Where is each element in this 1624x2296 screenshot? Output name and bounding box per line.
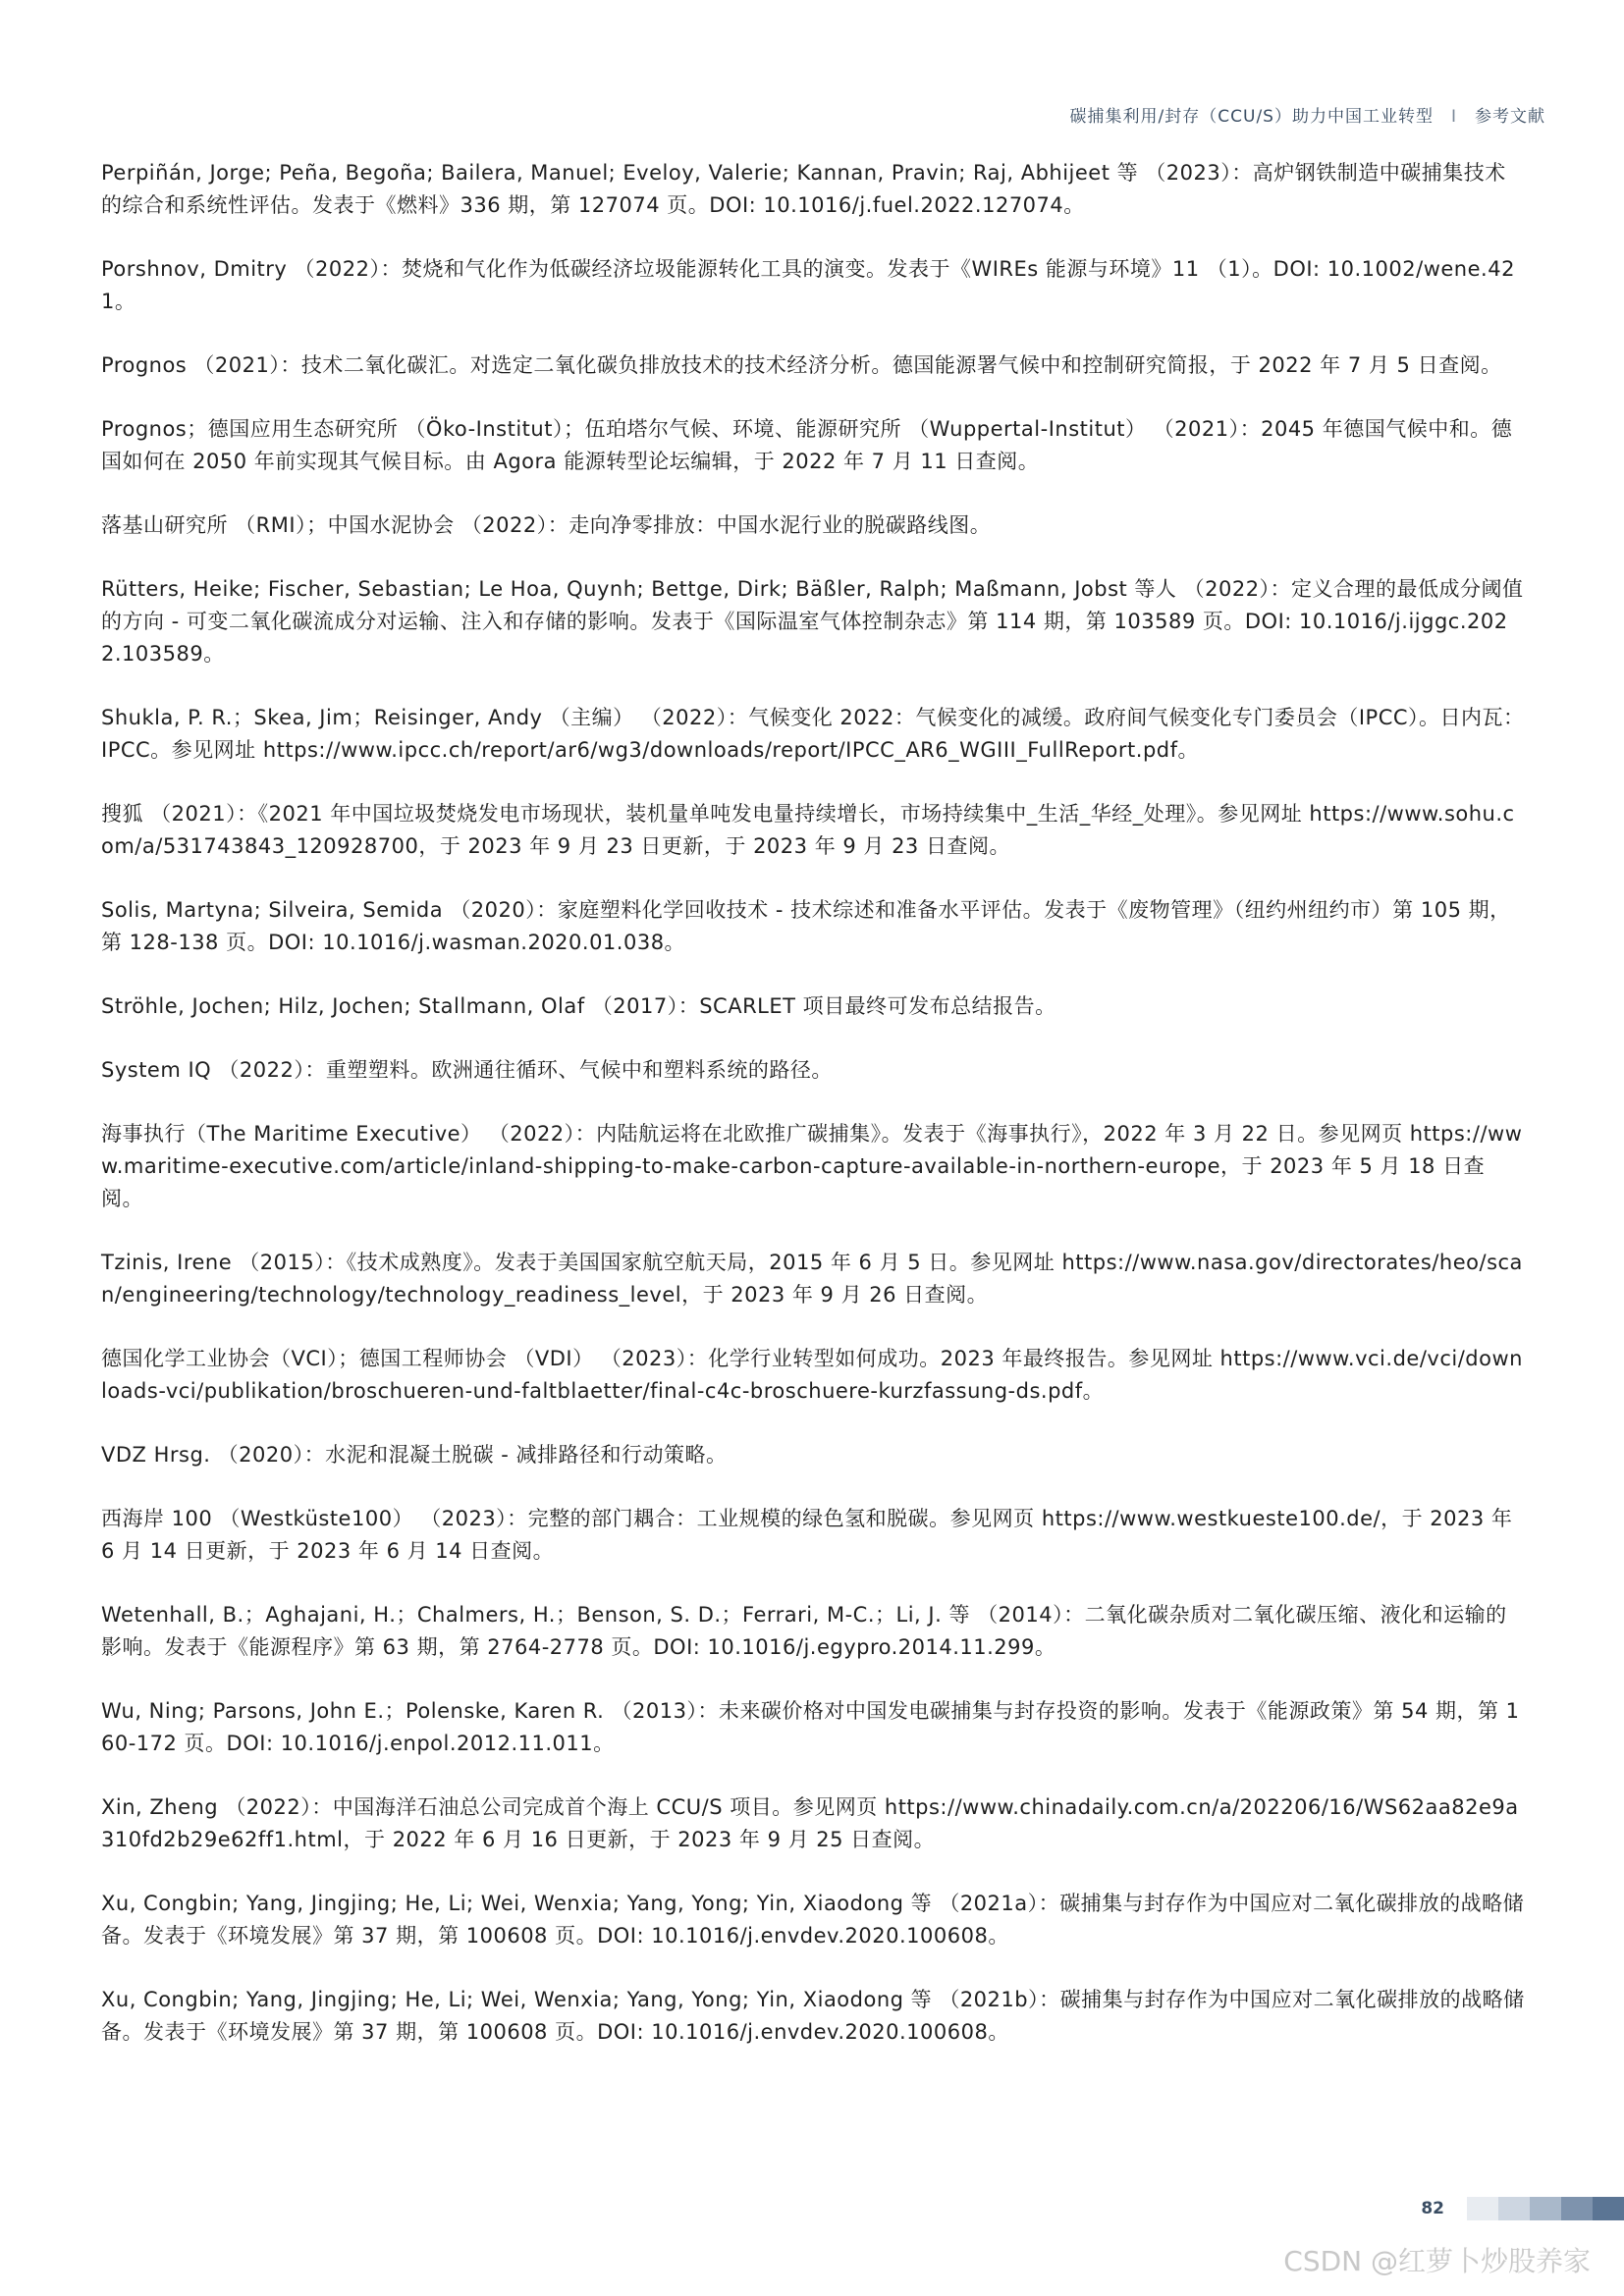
reference-item: System IQ （2022）：重塑塑料。欧洲通往循环、气候中和塑料系统的路径。	[101, 1058, 833, 1082]
reference-item: 落基山研究所 （RMI）；中国水泥协会 （2022）：走向净零排放：中国水泥行业的脱碳路线图。	[101, 513, 992, 537]
reference-item: Solis, Martyna; Silveira, Semida （2020）：家庭塑料化学回收技术 - 技术综述和准备水平评估。发表于《废物管理》（纽约州纽约市）第 105 期，第 128-138 页。DOI: 10.1016/j.wasman.2020.01.038。	[101, 898, 1511, 954]
reference-item: 西海岸 100 （Westküste100） （2023）：完整的部门耦合：工业规模的绿色氢和脱碳。参见网页 https://www.westkueste100.de/，于 2023 年 6 月 14 日更新，于 2023 年 6 月 14 日查阅。	[101, 1507, 1513, 1563]
reference-item: Ströhle, Jochen; Hilz, Jochen; Stallmann, Olaf （2017）：SCARLET 项目最终可发布总结报告。	[101, 994, 1056, 1018]
reference-item: Porshnov, Dmitry （2022）：焚烧和气化作为低碳经济垃圾能源转化工具的演变。发表于《WIREs 能源与环境》11 （1）。DOI: 10.1002/wene.421。	[101, 257, 1515, 313]
reference-item: Rütters, Heike; Fischer, Sebastian; Le Hoa, Quynh; Bettge, Dirk; Bäßler, Ralph; Maßmann, Jobst 等人 （2022）：定义合理的最低成分阈值的方向 - 可变二氧化碳流成分对运输、注入和存储的影响。发表于《国际温室气体控制杂志》第 114 期，第 103589 页。DOI: 10.1016/j.ijggc.2022.103589。	[101, 577, 1524, 666]
header-separator: I	[1450, 107, 1457, 127]
footer-bar-segment	[1498, 2197, 1530, 2220]
reference-item: VDZ Hrsg. （2020）：水泥和混凝土脱碳 - 减排路径和行动策略。	[101, 1443, 728, 1467]
footer-bar-segment	[1593, 2197, 1624, 2220]
watermark: CSDN @红萝卜炒股养家	[1283, 2245, 1591, 2277]
footer-bar-segment	[1467, 2197, 1498, 2220]
reference-item: Xu, Congbin; Yang, Jingjing; He, Li; Wei, Wenxia; Yang, Yong; Yin, Xiaodong 等 （2021a）：碳捕集与封存作为中国应对二氧化碳排放的战略储备。发表于《环境发展》第 37 期，第 100608 页。DOI: 10.1016/j.envdev.2020.100608。	[101, 1892, 1525, 1948]
reference-list	[101, 157, 1525, 2080]
footer-color-bar	[1467, 2197, 1624, 2220]
reference-item: Perpiñán, Jorge; Peña, Begoña; Bailera, Manuel; Eveloy, Valerie; Kannan, Pravin; Raj, Abhijeet 等 （2023）：高炉钢铁制造中碳捕集技术的综合和系统性评估。发表于《燃料》336 期，第 127074 页。DOI: 10.1016/j.fuel.2022.127074。	[101, 161, 1506, 217]
reference-item: 海事执行（The Maritime Executive） （2022）：内陆航运将在北欧推广碳捕集》。发表于《海事执行》，2022 年 3 月 22 日。参见网页 https://www.maritime-executive.com/article/inland-shipping-to-make-carbon-capture-available-in-northern-europe，于 2023 年 5 月 18 日查阅。	[101, 1122, 1523, 1210]
header-title: 碳捕集利用/封存（CCU/S）助力中国工业转型	[1069, 107, 1434, 127]
reference-item: Tzinis, Irene （2015）：《技术成熟度》。发表于美国国家航空航天局，2015 年 6 月 5 日。参见网址 https://www.nasa.gov/directorates/heo/scan/engineering/technology/technology_readiness_level，于 2023 年 9 月 26 日查阅。	[101, 1251, 1523, 1307]
footer-bar-segment	[1561, 2197, 1593, 2220]
page-number: 82	[1421, 2199, 1444, 2218]
reference-item: Wu, Ning; Parsons, John E.；Polenske, Karen R. （2013）：未来碳价格对中国发电碳捕集与封存投资的影响。发表于《能源政策》第 54 期，第 160-172 页。DOI: 10.1016/j.enpol.2012.11.011。	[101, 1699, 1520, 1755]
reference-item: Xu, Congbin; Yang, Jingjing; He, Li; Wei, Wenxia; Yang, Yong; Yin, Xiaodong 等 （2021b）：碳捕集与封存作为中国应对二氧化碳排放的战略储备。发表于《环境发展》第 37 期，第 100608 页。DOI: 10.1016/j.envdev.2020.100608。	[101, 1988, 1525, 2044]
footer-bar-segment	[1530, 2197, 1561, 2220]
reference-item: 德国化学工业协会（VCI）；德国工程师协会 （VDI） （2023）：化学行业转型如何成功。2023 年最终报告。参见网址 https://www.vci.de/vci/downloads-vci/publikation/broschueren-und-faltblaetter/final-c4c-broschuere-kurzfassung-ds.pdf。	[101, 1347, 1523, 1403]
reference-item: 搜狐 （2021）：《2021 年中国垃圾焚烧发电市场现状，装机量单吨发电量持续增长，市场持续集中_生活_华经_处理》。参见网址 https://www.sohu.com/a/531743843_120928700，于 2023 年 9 月 23 日更新，于 2023 年 9 月 23 日查阅。	[101, 802, 1515, 858]
reference-item: Prognos （2021）：技术二氧化碳汇。对选定二氧化碳负排放技术的技术经济分析。德国能源署气候中和控制研究简报，于 2022 年 7 月 5 日查阅。	[101, 353, 1502, 377]
reference-item: Wetenhall, B.；Aghajani, H.；Chalmers, H.；Benson, S. D.；Ferrari, M-C.；Li, J. 等 （2014）：二氧化碳杂质对二氧化碳压缩、液化和运输的影响。发表于《能源程序》第 63 期，第 2764-2778 页。DOI: 10.1016/j.egypro.2014.11.299。	[101, 1603, 1507, 1659]
reference-item: Shukla, P. R.；Skea, Jim；Reisinger, Andy （主编） （2022）：气候变化 2022：气候变化的减缓。政府间气候变化专门委员会（IPCC）。日内瓦：IPCC。参见网址 https://www.ipcc.ch/report/ar6/wg3/downloads/report/IPCC_AR6_WGIII_FullReport.pdf。	[101, 706, 1525, 762]
running-header	[1070, 102, 1545, 127]
reference-item: Xin, Zheng （2022）：中国海洋石油总公司完成首个海上 CCU/S 项目。参见网页 https://www.chinadaily.com.cn/a/202206/16/WS62aa82e9a310fd2b29e62ff1.html，于 2022 年 6 月 16 日更新，于 2023 年 9 月 25 日查阅。	[101, 1795, 1519, 1851]
header-section: 参考文献	[1475, 107, 1545, 127]
reference-item: Prognos；德国应用生态研究所 （Öko-Institut）；伍珀塔尔气候、环境、能源研究所 （Wuppertal-Institut） （2021）：2045 年德国气候中和。德国如何在 2050 年前实现其气候目标。由 Agora 能源转型论坛编辑，于 2022 年 7 月 11 日查阅。	[101, 417, 1513, 473]
